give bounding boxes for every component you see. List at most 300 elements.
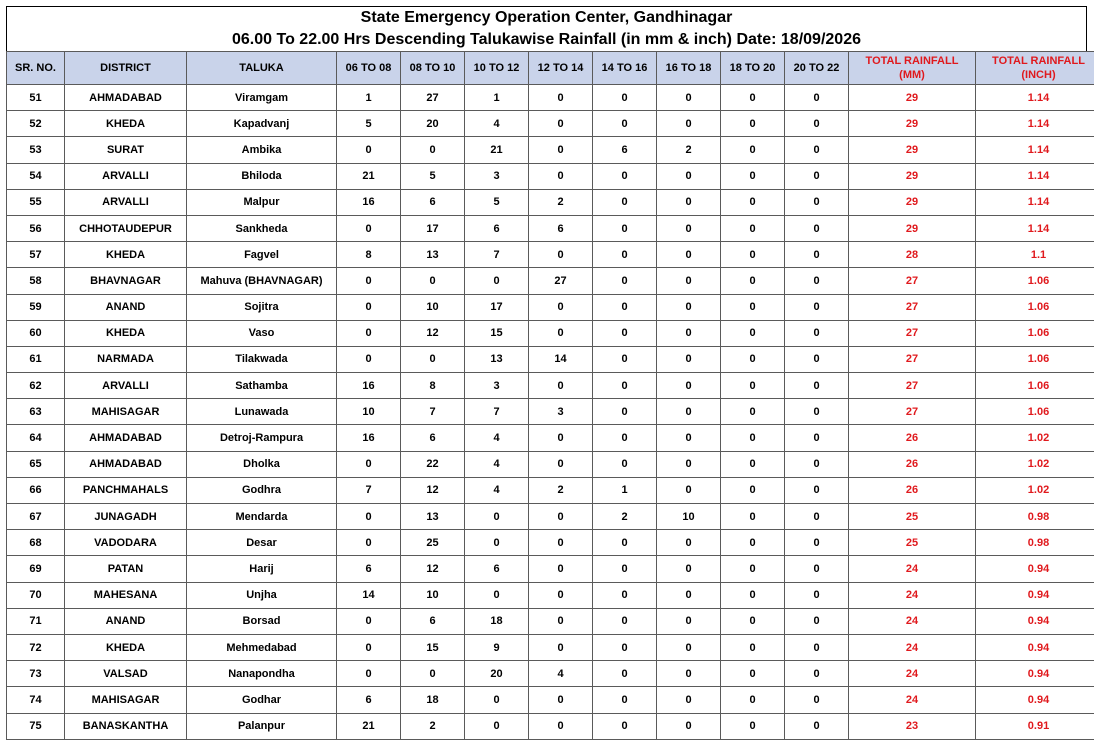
table-cell: 1.02 [976, 477, 1094, 503]
table-cell: BHAVNAGAR [65, 268, 187, 294]
table-cell: 26 [849, 477, 976, 503]
table-cell: 26 [849, 425, 976, 451]
table-cell: 0 [657, 634, 721, 660]
table-cell: 0 [721, 137, 785, 163]
table-cell: 0 [593, 634, 657, 660]
table-cell: 62 [7, 373, 65, 399]
table-cell: 0 [657, 320, 721, 346]
table-row [7, 268, 1094, 294]
table-cell: 6 [529, 215, 593, 241]
table-cell: Tilakwada [187, 346, 337, 372]
table-cell: 0 [401, 661, 465, 687]
table-cell: 0 [785, 477, 849, 503]
table-cell: Desar [187, 530, 337, 556]
table-cell: 0 [785, 634, 849, 660]
table-row [7, 137, 1094, 163]
table-cell: Borsad [187, 608, 337, 634]
table-cell: Palanpur [187, 713, 337, 739]
table-cell: 27 [849, 373, 976, 399]
table-cell: 0 [337, 661, 401, 687]
table-cell: 1.14 [976, 137, 1094, 163]
table-cell: 27 [849, 399, 976, 425]
table-cell: 0 [593, 189, 657, 215]
column-header: 18 TO 20 [721, 52, 785, 85]
table-cell: 21 [337, 163, 401, 189]
table-cell: 0 [593, 268, 657, 294]
header-line: TOTAL RAINFALL [865, 55, 959, 67]
table-cell: 12 [401, 320, 465, 346]
table-cell: 57 [7, 242, 65, 268]
table-cell: 10 [657, 504, 721, 530]
table-cell: 0.98 [976, 504, 1094, 530]
table-cell: 0.94 [976, 634, 1094, 660]
table-cell: 0 [529, 556, 593, 582]
table-cell: 0 [593, 85, 657, 111]
table-cell: 5 [465, 189, 529, 215]
table-cell: 1.06 [976, 399, 1094, 425]
table-cell: 1 [593, 477, 657, 503]
table-cell: Mahuva (BHAVNAGAR) [187, 268, 337, 294]
table-cell: 0 [785, 346, 849, 372]
table-cell: 75 [7, 713, 65, 739]
table-cell: 0 [785, 399, 849, 425]
table-cell: 0 [785, 582, 849, 608]
table-cell: 3 [465, 163, 529, 189]
table-row [7, 294, 1094, 320]
table-cell: Dholka [187, 451, 337, 477]
table-cell: Viramgam [187, 85, 337, 111]
table-cell: 58 [7, 268, 65, 294]
table-cell: 52 [7, 111, 65, 137]
table-cell: Sathamba [187, 373, 337, 399]
table-cell: 0 [529, 451, 593, 477]
table-cell: 70 [7, 582, 65, 608]
table-cell: 0 [593, 163, 657, 189]
table-cell: 0 [721, 451, 785, 477]
table-cell: ANAND [65, 608, 187, 634]
table-cell: 22 [401, 451, 465, 477]
table-cell: 0.94 [976, 608, 1094, 634]
table-cell: 59 [7, 294, 65, 320]
table-cell: 25 [849, 530, 976, 556]
table-cell: 2 [529, 189, 593, 215]
table-cell: 0 [337, 451, 401, 477]
table-cell: 0 [721, 215, 785, 241]
table-cell: 0 [721, 111, 785, 137]
table-cell: Malpur [187, 189, 337, 215]
table-cell: ARVALLI [65, 373, 187, 399]
table-cell: 0 [465, 582, 529, 608]
table-cell: 0 [721, 661, 785, 687]
table-cell: 15 [401, 634, 465, 660]
table-cell: 0 [529, 425, 593, 451]
table-cell: BANASKANTHA [65, 713, 187, 739]
table-cell: 0 [593, 373, 657, 399]
table-cell: 0 [785, 687, 849, 713]
table-cell: 17 [465, 294, 529, 320]
table-cell: 0 [785, 425, 849, 451]
column-header: 16 TO 18 [657, 52, 721, 85]
table-cell: 0 [785, 373, 849, 399]
table-cell: Unjha [187, 582, 337, 608]
table-cell: 71 [7, 608, 65, 634]
table-cell: 0 [337, 320, 401, 346]
table-cell: PANCHMAHALS [65, 477, 187, 503]
table-cell: 0.94 [976, 582, 1094, 608]
table-cell: 0 [657, 451, 721, 477]
table-cell: 72 [7, 634, 65, 660]
table-row [7, 451, 1094, 477]
table-cell: 0 [593, 451, 657, 477]
table-row [7, 85, 1094, 111]
table-cell: 51 [7, 85, 65, 111]
table-cell: 0 [529, 111, 593, 137]
table-cell: 0 [593, 582, 657, 608]
table-cell: 0 [721, 582, 785, 608]
table-cell: 27 [849, 294, 976, 320]
table-cell: 27 [849, 268, 976, 294]
table-cell: 25 [401, 530, 465, 556]
table-cell: 1.06 [976, 346, 1094, 372]
table-cell: 0 [529, 530, 593, 556]
table-cell: 0 [721, 556, 785, 582]
column-header: 06 TO 08 [337, 52, 401, 85]
table-cell: 27 [529, 268, 593, 294]
table-cell: Kapadvanj [187, 111, 337, 137]
table-row [7, 346, 1094, 372]
table-cell: 0 [657, 268, 721, 294]
table-cell: 0 [721, 189, 785, 215]
table-cell: 7 [337, 477, 401, 503]
table-cell: 69 [7, 556, 65, 582]
table-cell: 15 [465, 320, 529, 346]
table-cell: 0 [465, 713, 529, 739]
table-cell: 0 [657, 556, 721, 582]
table-cell: 24 [849, 687, 976, 713]
table-cell: 29 [849, 215, 976, 241]
table-cell: 0 [657, 530, 721, 556]
table-cell: 0 [657, 215, 721, 241]
table-cell: 0 [657, 346, 721, 372]
table-cell: 0 [529, 85, 593, 111]
table-cell: 1.14 [976, 189, 1094, 215]
table-cell: Godhar [187, 687, 337, 713]
table-cell: 6 [465, 556, 529, 582]
table-cell: 14 [337, 582, 401, 608]
table-cell: 0 [593, 111, 657, 137]
table-cell: 13 [401, 504, 465, 530]
table-cell: 0 [465, 268, 529, 294]
table-cell: 73 [7, 661, 65, 687]
table-cell: 0 [593, 713, 657, 739]
table-cell: 2 [529, 477, 593, 503]
report-subtitle: 06.00 To 22.00 Hrs Descending Talukawise Rainfall (in mm & inch) Date: 18/09/2026 [232, 31, 861, 48]
table-cell: AHMADABAD [65, 425, 187, 451]
table-cell: 0 [337, 530, 401, 556]
table-cell: 2 [401, 713, 465, 739]
table-cell: 1.14 [976, 85, 1094, 111]
table-cell: 0 [785, 530, 849, 556]
table-cell: 4 [465, 451, 529, 477]
table-cell: 9 [465, 634, 529, 660]
table-cell: 0 [337, 137, 401, 163]
table-cell: KHEDA [65, 242, 187, 268]
table-row [7, 713, 1094, 739]
table-cell: 67 [7, 504, 65, 530]
table-cell: 0 [785, 215, 849, 241]
table-cell: 0 [721, 163, 785, 189]
table-cell: 0 [785, 608, 849, 634]
table-cell: 0 [785, 163, 849, 189]
table-cell: 55 [7, 189, 65, 215]
table-cell: 6 [593, 137, 657, 163]
table-cell: ARVALLI [65, 163, 187, 189]
table-cell: 29 [849, 137, 976, 163]
table-cell: 0 [785, 137, 849, 163]
table-cell: 0 [401, 346, 465, 372]
table-cell: 0 [593, 530, 657, 556]
table-cell: 21 [337, 713, 401, 739]
header-unit: (MM) [899, 69, 925, 81]
table-cell: MAHESANA [65, 582, 187, 608]
table-cell: KHEDA [65, 634, 187, 660]
table-cell: 1.06 [976, 320, 1094, 346]
column-header: 10 TO 12 [465, 52, 529, 85]
table-row [7, 189, 1094, 215]
table-cell: 0 [657, 399, 721, 425]
table-cell: 0 [593, 346, 657, 372]
table-cell: KHEDA [65, 320, 187, 346]
table-row [7, 425, 1094, 451]
table-cell: 29 [849, 163, 976, 189]
table-cell: 1.02 [976, 425, 1094, 451]
table-cell: Ambika [187, 137, 337, 163]
table-cell: 6 [401, 425, 465, 451]
table-cell: 24 [849, 608, 976, 634]
table-cell: KHEDA [65, 111, 187, 137]
table-cell: 20 [465, 661, 529, 687]
table-body [7, 85, 1094, 740]
table-row [7, 504, 1094, 530]
table-cell: Vaso [187, 320, 337, 346]
table-cell: 29 [849, 85, 976, 111]
table-cell: Harij [187, 556, 337, 582]
table-cell: 0 [593, 687, 657, 713]
table-row [7, 242, 1094, 268]
table-row [7, 215, 1094, 241]
table-cell: 61 [7, 346, 65, 372]
table-cell: 7 [465, 399, 529, 425]
table-cell: 4 [529, 661, 593, 687]
report-header [6, 6, 1087, 51]
table-cell: 0 [657, 713, 721, 739]
table-cell: 0 [657, 242, 721, 268]
table-cell: 0 [785, 556, 849, 582]
table-cell: 4 [465, 111, 529, 137]
table-row [7, 556, 1094, 582]
table-cell: 0 [785, 504, 849, 530]
table-cell: 0.98 [976, 530, 1094, 556]
table-cell: 28 [849, 242, 976, 268]
table-cell: 0 [721, 85, 785, 111]
table-cell: 0 [721, 242, 785, 268]
table-cell: 0 [785, 85, 849, 111]
table-cell: Lunawada [187, 399, 337, 425]
table-row [7, 111, 1094, 137]
table-cell: 0 [337, 504, 401, 530]
table-cell: 0.94 [976, 687, 1094, 713]
table-cell: 0 [529, 713, 593, 739]
table-cell: 0 [721, 373, 785, 399]
table-row [7, 661, 1094, 687]
table-cell: 0 [721, 320, 785, 346]
table-cell: 16 [337, 373, 401, 399]
table-row [7, 687, 1094, 713]
table-cell: 0 [529, 294, 593, 320]
table-cell: 8 [337, 242, 401, 268]
table-cell: 12 [401, 477, 465, 503]
table-cell: 0 [657, 163, 721, 189]
table-cell: 63 [7, 399, 65, 425]
table-cell: 0.94 [976, 661, 1094, 687]
table-cell: 0 [337, 294, 401, 320]
table-cell: 0 [785, 242, 849, 268]
table-cell: 0 [721, 713, 785, 739]
table-cell: Mehmedabad [187, 634, 337, 660]
rainfall-report [6, 6, 1087, 740]
table-cell: PATAN [65, 556, 187, 582]
table-cell: 0 [593, 661, 657, 687]
table-cell: 13 [401, 242, 465, 268]
table-cell: 6 [465, 215, 529, 241]
table-cell: 2 [657, 137, 721, 163]
table-cell: 0 [785, 451, 849, 477]
table-cell: 0 [785, 268, 849, 294]
table-cell: CHHOTAUDEPUR [65, 215, 187, 241]
table-cell: 0 [593, 608, 657, 634]
table-cell: 0 [657, 687, 721, 713]
table-cell: 3 [529, 399, 593, 425]
table-cell: 10 [401, 294, 465, 320]
table-cell: MAHISAGAR [65, 399, 187, 425]
table-row [7, 634, 1094, 660]
table-cell: 0 [465, 687, 529, 713]
table-cell: AHMADABAD [65, 85, 187, 111]
table-cell: 10 [337, 399, 401, 425]
table-cell: 12 [401, 556, 465, 582]
table-cell: 64 [7, 425, 65, 451]
table-cell: 21 [465, 137, 529, 163]
table-cell: 0 [593, 425, 657, 451]
table-cell: 0 [657, 425, 721, 451]
table-cell: 74 [7, 687, 65, 713]
table-row [7, 373, 1094, 399]
table-cell: 0 [657, 111, 721, 137]
table-cell: 0 [529, 582, 593, 608]
table-cell: 5 [401, 163, 465, 189]
table-cell: 0 [593, 556, 657, 582]
total-mm-header [849, 52, 976, 85]
table-row [7, 399, 1094, 425]
table-cell: Bhiloda [187, 163, 337, 189]
table-cell: 0 [465, 504, 529, 530]
table-cell: 0 [337, 215, 401, 241]
table-cell: 0 [337, 346, 401, 372]
table-cell: AHMADABAD [65, 451, 187, 477]
table-row [7, 582, 1094, 608]
column-header: 08 TO 10 [401, 52, 465, 85]
table-cell: 1.06 [976, 268, 1094, 294]
table-cell: 0 [785, 320, 849, 346]
header-line: TOTAL RAINFALL [992, 55, 1085, 67]
table-cell: 0 [785, 713, 849, 739]
table-cell: 0 [593, 320, 657, 346]
table-cell: 0 [785, 294, 849, 320]
table-cell: 0 [529, 687, 593, 713]
table-cell: 6 [337, 556, 401, 582]
table-cell: 7 [401, 399, 465, 425]
table-cell: 18 [401, 687, 465, 713]
table-cell: 25 [849, 504, 976, 530]
table-cell: 0 [657, 373, 721, 399]
table-cell: 29 [849, 189, 976, 215]
table-cell: SURAT [65, 137, 187, 163]
table-cell: 0 [721, 504, 785, 530]
table-cell: 0 [593, 399, 657, 425]
table-cell: 0 [721, 634, 785, 660]
table-cell: 0 [721, 346, 785, 372]
table-cell: 0 [657, 582, 721, 608]
table-cell: 0 [657, 294, 721, 320]
table-cell: NARMADA [65, 346, 187, 372]
table-cell: Sojitra [187, 294, 337, 320]
table-cell: 0 [785, 111, 849, 137]
table-cell: 0 [337, 634, 401, 660]
table-cell: 7 [465, 242, 529, 268]
table-cell: 1.14 [976, 163, 1094, 189]
table-cell: 6 [337, 687, 401, 713]
table-header-row [7, 52, 1094, 85]
table-cell: VALSAD [65, 661, 187, 687]
table-cell: Godhra [187, 477, 337, 503]
table-cell: 0 [465, 530, 529, 556]
table-cell: 5 [337, 111, 401, 137]
table-cell: 29 [849, 111, 976, 137]
table-cell: ANAND [65, 294, 187, 320]
table-cell: 24 [849, 634, 976, 660]
column-header: 14 TO 16 [593, 52, 657, 85]
table-cell: 4 [465, 477, 529, 503]
table-cell: 54 [7, 163, 65, 189]
table-cell: 4 [465, 425, 529, 451]
table-cell: 13 [465, 346, 529, 372]
table-cell: 20 [401, 111, 465, 137]
table-cell: 3 [465, 373, 529, 399]
header-unit: (INCH) [1021, 69, 1056, 81]
table-cell: 0 [657, 661, 721, 687]
table-cell: 0 [721, 294, 785, 320]
table-cell: 0 [529, 634, 593, 660]
table-cell: 16 [337, 425, 401, 451]
table-cell: 23 [849, 713, 976, 739]
column-header: SR. NO. [7, 52, 65, 85]
report-title: State Emergency Operation Center, Gandhinagar [360, 9, 733, 26]
table-cell: 60 [7, 320, 65, 346]
table-cell: 1.14 [976, 215, 1094, 241]
table-cell: VADODARA [65, 530, 187, 556]
table-cell: 0 [721, 399, 785, 425]
table-cell: 1 [337, 85, 401, 111]
